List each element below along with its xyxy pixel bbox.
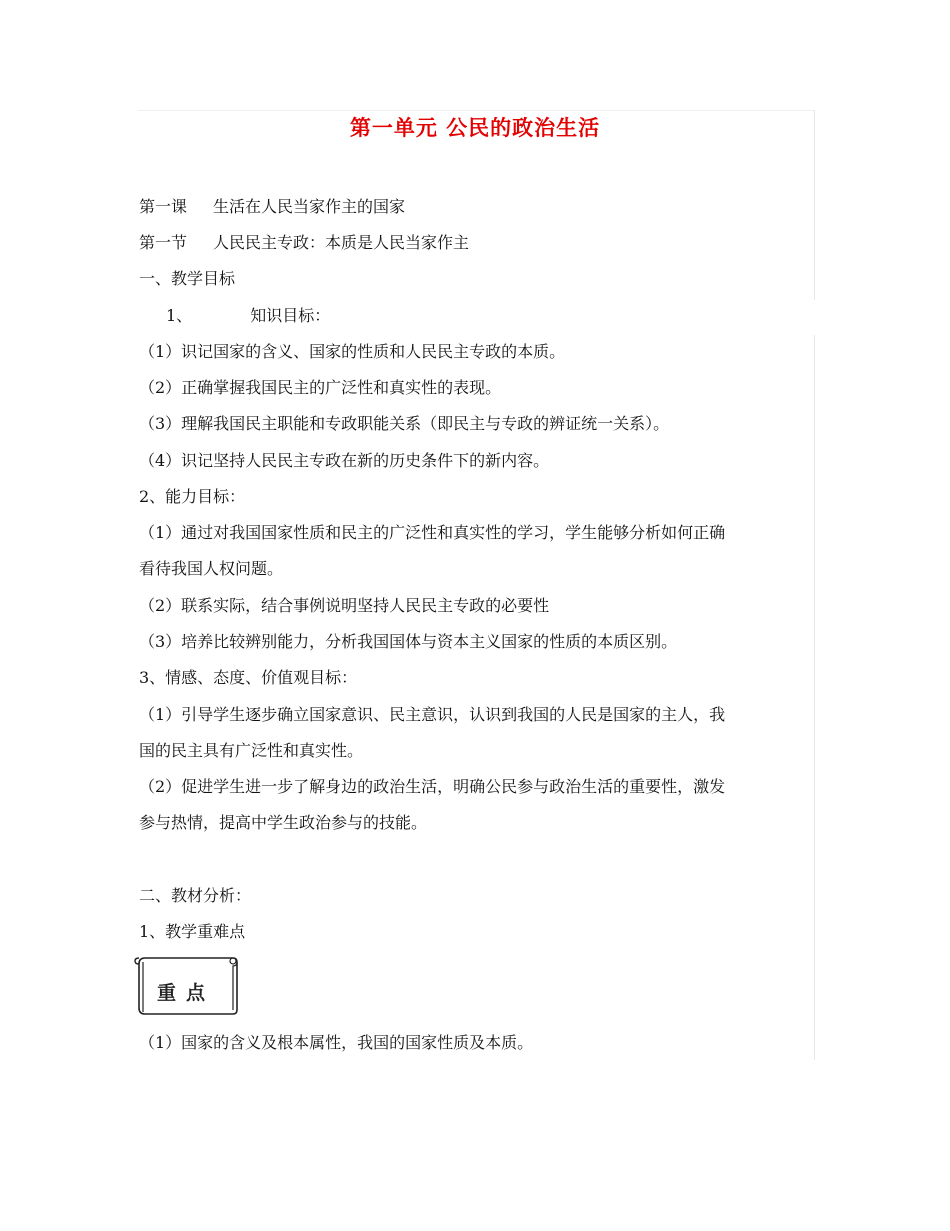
lesson-heading bbox=[139, 197, 405, 217]
knowledge-item: （3）理解我国民主职能和专政职能关系（即民主与专政的辨证统一关系）。 bbox=[139, 414, 670, 433]
ability-item: （2）联系实际，结合事例说明坚持人民民主专政的必要性 bbox=[139, 596, 550, 615]
emotion-item: （1）引导学生逐步确立国家意识、民主意识，认识到我国的人民是国家的主人，我 bbox=[139, 705, 726, 724]
part2-heading: 二、教材分析： bbox=[139, 886, 252, 905]
section-name: 人民民主专政：本质是人民当家作主 bbox=[213, 233, 470, 252]
key-point-label: 重点 bbox=[156, 982, 215, 1004]
emotion-heading: 3、情感、态度、价值观目标： bbox=[139, 668, 358, 687]
knowledge-item: （4）识记坚持人民民主专政在新的历史条件下的新内容。 bbox=[139, 451, 550, 470]
emotion-item: 国的民主具有广泛性和真实性。 bbox=[139, 741, 364, 760]
lesson-name: 生活在人民当家作主的国家 bbox=[213, 197, 406, 216]
key-point-badge bbox=[133, 956, 239, 1018]
knowledge-item: （1）识记国家的含义、国家的性质和人民民主专政的本质。 bbox=[139, 342, 566, 361]
key-point-item: （1）国家的含义及根本属性，我国的国家性质及本质。 bbox=[139, 1033, 534, 1052]
section-number: 第一节 bbox=[139, 233, 188, 252]
knowledge-item: （2）正确掌握我国民主的广泛性和真实性的表现。 bbox=[139, 378, 502, 397]
emotion-item: 参与热情，提高中学生政治参与的技能。 bbox=[139, 813, 428, 832]
ability-heading: 2、能力目标： bbox=[139, 487, 246, 506]
ability-item: 看待我国人权问题。 bbox=[139, 559, 284, 578]
knowledge-title: 知识目标： bbox=[250, 306, 331, 325]
section-heading bbox=[139, 233, 469, 253]
emotion-item: （2）促进学生进一步了解身边的政治生活，明确公民参与政治生活的重要性，激发 bbox=[139, 777, 726, 796]
frame-line bbox=[814, 335, 815, 1060]
part1-heading: 一、教学目标 bbox=[139, 269, 236, 288]
difficulty-heading: 1、教学重难点 bbox=[139, 922, 246, 941]
ability-item: （1）通过对我国国家性质和民主的广泛性和真实性的学习，学生能够分析如何正确 bbox=[139, 523, 726, 542]
knowledge-heading bbox=[166, 306, 330, 326]
lesson-number: 第一课 bbox=[139, 197, 188, 216]
ability-item: （3）培养比较辨别能力，分析我国国体与资本主义国家的性质的本质区别。 bbox=[139, 632, 678, 651]
knowledge-number: 1、 bbox=[166, 306, 193, 325]
page-title: 第一单元 公民的政治生活 bbox=[349, 116, 601, 140]
